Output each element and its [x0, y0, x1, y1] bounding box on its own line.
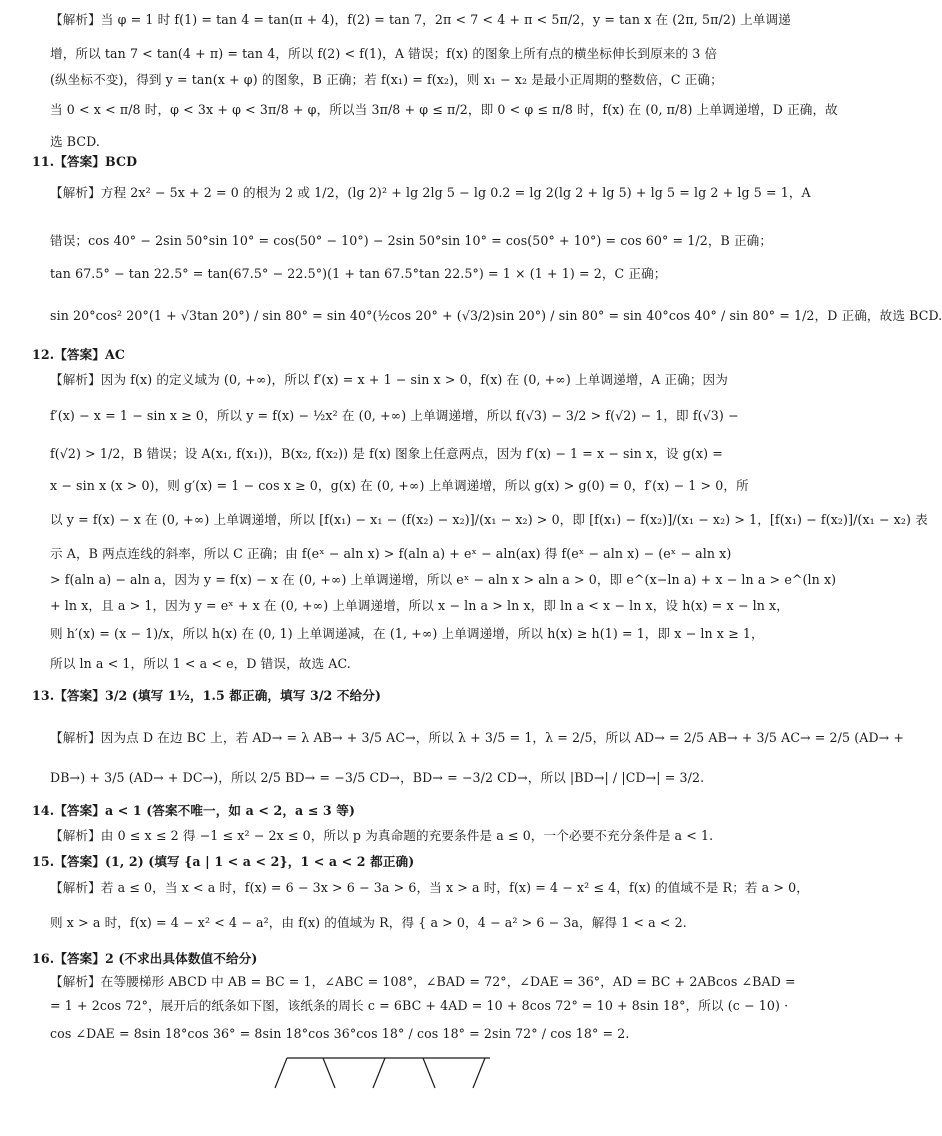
text-line: 【解析】由 0 ≤ x ≤ 2 得 −1 ≤ x² − 2x ≤ 0，所以 p 为真命题的充要条件是 a ≤ 0，一个必要不充分条件是 a < 1.	[50, 828, 714, 843]
question-13-answer: 13.【答案】3/2 (填写 1½，1.5 都正确，填写 3/2 不给分)	[32, 688, 382, 703]
text-line: 【解析】当 φ = 1 时 f(1) = tan 4 = tan(π + 4)，f(2) = tan 7，2π < 7 < 4 + π < 5π/2，y = tan x 在 (2π, 5π/2) 上单调递	[50, 12, 791, 27]
text-line: f(√2) > 1/2，B 错误；设 A(x₁, f(x₁))，B(x₂, f(x₂)) 是 f(x) 图象上任意两点，因为 f′(x) − 1 = x − sin x，设 g(x) =	[50, 446, 723, 461]
text-line: 则 x > a 时，f(x) = 4 − x² < 4 − a²，由 f(x) 的值域为 R，得 { a > 0，4 − a² > 6 − 3a，解得 1 < a < 2.	[50, 915, 687, 930]
text-line: 则 h′(x) = (x − 1)/x，所以 h(x) 在 (0, 1) 上单调递减，在 (1, +∞) 上单调递增，所以 h(x) ≥ h(1) = 1，即 x − ln x ≥ 1，	[50, 626, 764, 641]
text-line: 【解析】因为点 D 在边 BC 上，若 AD→ = λ AB→ + 3/5 AC→，所以 λ + 3/5 = 1，λ = 2/5，所以 AD→ = 2/5 AB→ + 3/5 AC→ = 2/5 (AD→ +	[50, 730, 905, 745]
text-line: + ln x，且 a > 1，因为 y = eˣ + x 在 (0, +∞) 上单调递增，所以 x − ln a > ln x，即 ln a < x − ln x，设 h(x) = x − ln x，	[50, 598, 789, 613]
strip-edge	[275, 1058, 287, 1088]
question-16-answer: 16.【答案】2 (不求出具体数值不给分)	[32, 951, 258, 966]
strip-fold-line	[423, 1058, 435, 1088]
text-line: cos ∠DAE = 8sin 18°cos 36° = 8sin 18°cos 36°cos 18° / cos 18° = 2sin 72° / cos 18° = 2.	[50, 1026, 630, 1041]
question-11-answer: 11.【答案】BCD	[32, 154, 138, 169]
question-15-answer: 15.【答案】(1, 2) (填写 {a | 1 < a < 2}，1 < a < 2 都正确)	[32, 854, 415, 869]
text-line: 【解析】在等腰梯形 ABCD 中 AB = BC = 1，∠ABC = 108°，∠BAD = 72°，∠DAE = 36°，AD = BC + 2ABcos ∠BAD =	[50, 974, 796, 989]
question-12-answer: 12.【答案】AC	[32, 347, 125, 362]
text-line: f′(x) − x = 1 − sin x ≥ 0，所以 y = f(x) − ½x² 在 (0, +∞) 上单调递增，所以 f(√3) − 3/2 > f(√2) − 1，即 f(√3) −	[50, 408, 739, 423]
text-line: 增，所以 tan 7 < tan(4 + π) = tan 4，所以 f(2) < f(1)，A 错误；f(x) 的图象上所有点的横坐标伸长到原来的 3 倍	[50, 46, 718, 61]
strip-edge	[473, 1058, 485, 1088]
text-line: 【解析】因为 f(x) 的定义域为 (0, +∞)，所以 f′(x) = x + 1 − sin x > 0，f(x) 在 (0, +∞) 上单调递增，A 正确；因为	[50, 372, 728, 387]
text-line: 错误；cos 40° − 2sin 50°sin 10° = cos(50° − 10°) − 2sin 50°sin 10° = cos(50° + 10°) = cos 60° = 1/2，B 正确；	[50, 233, 773, 248]
text-line: 选 BCD.	[50, 134, 100, 149]
text-line: = 1 + 2cos 72°，展开后的纸条如下图，该纸条的周长 c = 6BC + 4AD = 10 + 8cos 72° = 10 + 8sin 18°，所以 (c − 10) ·	[50, 998, 789, 1013]
text-line: tan 67.5° − tan 22.5° = tan(67.5° − 22.5°)(1 + tan 67.5°tan 22.5°) = 1 × (1 + 1) = 2，C 正确；	[50, 266, 667, 281]
text-line: 以 y = f(x) − x 在 (0, +∞) 上单调递增，所以 [f(x₁) − x₁ − (f(x₂) − x₂)]/(x₁ − x₂) > 0，即 [f(x₁) − f(x₂)]/(x₁ − x₂) > 1，[f(x₁) − f(x₂)]/(x₁ − x₂) 表	[50, 512, 928, 527]
text-line: 示 A，B 两点连线的斜率，所以 C 正确；由 f(eˣ − aln x) > f(aln a) + eˣ − aln(ax) 得 f(eˣ − aln x) − (eˣ − aln x)	[50, 546, 732, 561]
text-line: 所以 ln a < 1，所以 1 < a < e，D 错误，故选 AC.	[50, 656, 351, 671]
strip-fold-line	[373, 1058, 385, 1088]
text-line: 当 0 < x < π/8 时，φ < 3x + φ < 3π/8 + φ，所以当 3π/8 + φ ≤ π/2，即 0 < φ ≤ π/8 时，f(x) 在 (0, π/8) 上单调递增，D 正确，故	[50, 102, 838, 117]
text-line: (纵坐标不变)，得到 y = tan(x + φ) 的图象，B 正确；若 f(x₁) = f(x₂)，则 x₁ − x₂ 是最小正周期的整数倍，C 正确；	[50, 72, 723, 87]
text-line: > f(aln a) − aln a，因为 y = f(x) − x 在 (0, +∞) 上单调递增，所以 eˣ − aln x > aln a > 0，即 e^(x−ln a) + x − ln a > e^(ln x)	[50, 572, 837, 587]
text-line: 【解析】方程 2x² − 5x + 2 = 0 的根为 2 或 1/2，(lg 2)² + lg 2lg 5 − lg 0.2 = lg 2(lg 2 + lg 5) + lg 5 = lg 2 + lg 5 = 1，A	[50, 185, 811, 200]
paper-strip-figure	[265, 1052, 495, 1092]
text-line: DB→) + 3/5 (AD→ + DC→)，所以 2/5 BD→ = −3/5 CD→，BD→ = −3/2 CD→，所以 |BD→| / |CD→| = 3/2.	[50, 770, 705, 785]
text-line: 【解析】若 a ≤ 0，当 x < a 时，f(x) = 6 − 3x > 6 − 3a > 6，当 x > a 时，f(x) = 4 − x² ≤ 4，f(x) 的值域不是 R；若 a > 0，	[50, 880, 809, 895]
strip-fold-line	[323, 1058, 335, 1088]
text-line: sin 20°cos² 20°(1 + √3tan 20°) / sin 80° = sin 40°(½cos 20° + (√3/2)sin 20°) / sin 80° = sin 40°cos 40° / sin 80° = 1/2，D 正确，故选 BCD.	[50, 308, 942, 323]
question-14-answer: 14.【答案】a < 1 (答案不唯一，如 a < 2，a ≤ 3 等)	[32, 803, 356, 818]
text-line: x − sin x (x > 0)，则 g′(x) = 1 − cos x ≥ 0，g(x) 在 (0, +∞) 上单调递增，所以 g(x) > g(0) = 0，f′(x) − 1 > 0，所	[50, 478, 749, 493]
